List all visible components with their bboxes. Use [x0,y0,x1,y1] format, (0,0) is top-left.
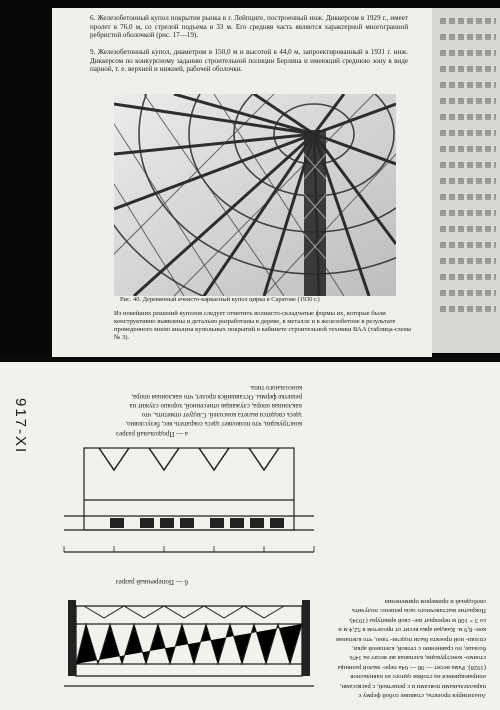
archive-code: 917-XI [12,398,29,455]
text-line [440,82,496,88]
text-line [440,130,496,136]
figure-label-b: б — Поперечный разрез [115,578,188,586]
dome-lattice-image [114,94,396,296]
text-line [440,258,496,264]
top-text-block: конструкции, что позволяет здесь сократить вес, безусловно, здесь сводятся вылета консолей. Следует отметить, что наклонная опора, служащая отнесенной, хорошо служит на решетке фермы. Оставшийся пролет, что наклонная опора, консольного типа. [125,384,302,427]
paragraph-6: 6. Железобетонный купол покрытия рынка в г. Лейпциге, построенный инж. Диккерсом в 1929 г., имеет пролет в 76,0 м, со стрелой подъема в 33 м. Его средняя часть является характерной многогранной ребристой оболочкой (рис. 17—19). [90,14,408,40]
upper-book-page [52,8,432,358]
text-line [440,226,496,232]
text-line [440,50,496,56]
text-line [440,242,496,248]
cross-section-drawing [54,594,324,694]
text-line [440,66,496,72]
text-line [440,194,496,200]
adjacent-page-edge [432,8,500,353]
text-line [440,210,496,216]
text-line [440,306,496,312]
text-line [440,162,496,168]
text-line [440,178,496,184]
paragraph-9: 9. Железобетонный купол, диаметром в 150,0 м и высотой в 44,0 м, запроектированный в 1931 г. инж. Диккерсом по конкурсному заданию строительной полиции Берлина и имеющий среднюю зону в виде парной, т. е. верхней и нижней, рабочей оболочки. [90,48,408,74]
text-line [440,114,496,120]
longitudinal-section-drawing [54,440,324,560]
lower-book-page [0,362,500,710]
text-line [440,34,496,40]
text-line [440,290,496,296]
text-line [440,146,496,152]
rotated-content [0,362,500,710]
left-text-column: Анализируя проекты, ставшие собой ферму с параллельными поясами и с решеткой, с раскосами, опирающимися на стойки одного из павильонов (1928). Рама весит — 98 — 64а пере- малой разницы стоимо- конструкции, клепаная же весит на 14% больше, по сравнению с сеткой, клепаной арки, сплош- ной проекта были подсчи- тано, что клепаная кон- 8,9 м. Каждая арка весит от пролетом в 52,4 м и со 3 × 100 м перекрыт ше- ской арматуры (1934). Покрытие выставочного зала решено: получить свободный и примером применения [336,597,486,699]
text-line [440,18,496,24]
dome-photograph [114,94,396,296]
text-line [440,98,496,104]
text-line [440,274,496,280]
closing-paragraph: Из новейших решений куполов следует отметить волнисто-складчатые формы их, которые были конструктивно выявлены и детально разработаны в дереве, в металле и в железобетоне в результате проведенного мною анализа купольных покрытий в кабинете строительной техники ВАА (таблица-схема № 3). [114,310,411,341]
figure-caption: Рис. 40. Деревянный ячеисто-каркасный купол цирка в Саратове (1930 г.) [120,296,320,303]
figure-label-a: а — Продольный разрез [116,430,188,438]
